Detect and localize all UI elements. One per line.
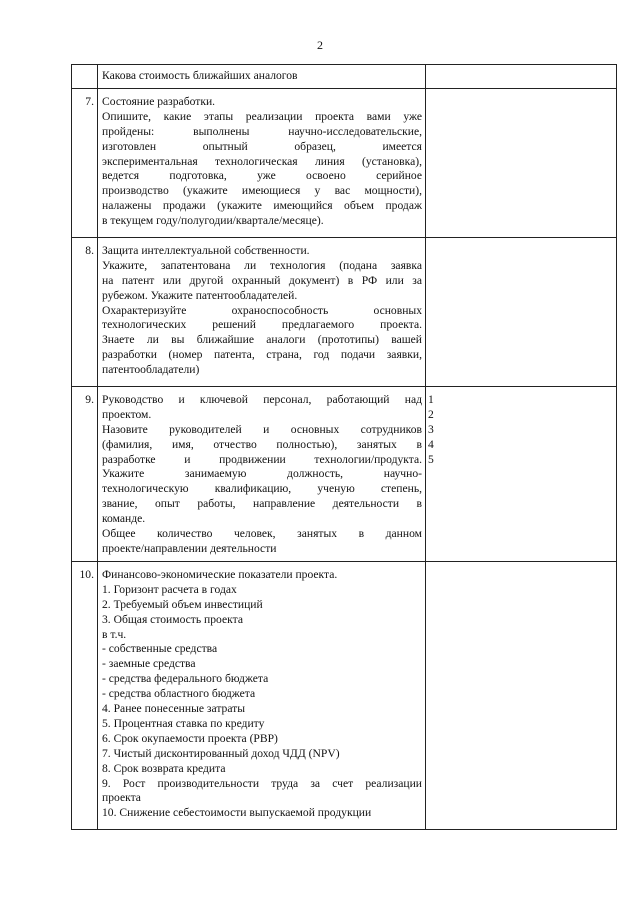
question-cell [98,237,426,386]
question-line: - средства федерального бюджета [102,672,269,686]
question-line: разработке и продвижении технологии/продукта. [102,452,422,466]
question-line: 7. Чистый дисконтированный доход ЧДД (NPV) [102,746,340,760]
answer-cell[interactable] [426,237,617,386]
question-line: - заемные средства [102,657,196,671]
question-line: 1. Горизонт расчета в годах [102,582,237,596]
page-number: 2 [317,38,323,52]
question-line: - собственные средства [102,642,218,656]
table-row [72,386,617,561]
question-line: 9. Рост производительности труда за счет реализации [102,776,422,790]
question-line: Состояние разработки. [102,94,216,108]
question-line: Руководство и ключевой персонал, работающий над [102,392,422,406]
row-number [72,65,98,89]
question-line: Общее количество человек, занятых в данном [102,527,422,541]
question-line: изготовлен опытный образец, имеется [102,139,422,153]
table-row [72,88,617,237]
table-row [72,65,617,89]
question-line: производство (укажите имеющиеся у вас мощности), [102,184,422,198]
row-number: 8. [72,237,98,386]
question-cell [98,386,426,561]
question-line: разработки (номер патента, страна, год подачи заявки, [102,348,422,362]
question-line: пройдены: выполнены научно-исследовательские, [102,124,422,138]
question-line: 5. Процентная ставка по кредиту [102,716,265,730]
question-line: на патент или другой охранный документ) в РФ или за [102,273,422,287]
question-cell [98,88,426,237]
question-line: в т.ч. [102,627,127,641]
answer-list-item: 2 [428,407,434,421]
question-cell [98,561,426,829]
question-line: экспериментальная технологическая линия (установка), [102,154,422,168]
question-line: 10. Снижение себестоимости выпускаемой продукции [102,806,372,820]
question-cell [98,65,426,89]
answer-list-item: 1 [428,392,434,406]
question-line: проекта [102,791,141,805]
answer-cell[interactable] [426,65,617,89]
question-line: команде. [102,512,146,526]
question-line: рубежом. Укажите патентообладателей. [102,288,298,302]
questionnaire-table [71,64,617,830]
table-row [72,561,617,829]
answer-list-item: 5 [428,452,434,466]
answer-list-item: 4 [428,437,434,451]
question-line: 6. Срок окупаемости проекта (PBP) [102,731,278,745]
question-line: 8. Срок возврата кредита [102,761,226,775]
question-line: 2. Требуемый объем инвестиций [102,597,263,611]
question-line: 3. Общая стоимость проекта [102,612,243,626]
question-line: Укажите занимаемую должность, научно- [102,467,422,481]
question-line: Знаете ли вы ближайшие аналоги (прототипы) вашей [102,333,422,347]
question-line: Защита интеллектуальной собственности. [102,243,310,257]
question-line: Укажите, запатентована ли технология (подана заявка [102,258,422,272]
row-number: 9. [72,386,98,561]
question-line: Финансово-экономические показатели проекта. [102,567,338,581]
question-line: Какова стоимость ближайших аналогов [102,69,298,82]
question-line: Опишите, какие этапы реализации проекта вами уже [102,109,422,123]
question-line: 4. Ранее понесенные затраты [102,702,246,716]
question-line: (фамилия, имя, отчество полностью), занятых в [102,437,422,451]
question-line: звание, опыт работы, направление деятельности в [102,497,422,511]
question-line: проектом. [102,407,152,421]
question-line: патентообладатели) [102,363,200,377]
question-line: Охарактеризуйте охраноспособность основных [102,303,422,317]
answer-list-item: 3 [428,422,434,436]
answer-cell[interactable] [426,88,617,237]
answer-cell[interactable] [426,386,617,561]
row-number: 7. [72,88,98,237]
question-line: технологических решений предлагаемого проекта. [102,318,422,332]
question-line: налажены продажи (укажите имеющийся объем продаж [102,199,422,213]
row-number: 10. [72,561,98,829]
answer-cell[interactable] [426,561,617,829]
answer-numbered-list [428,393,434,468]
question-line: - средства областного бюджета [102,687,256,701]
question-line: Назовите руководителей и основных сотрудников [102,422,422,436]
question-line: технологическую квалификацию, ученую степень, [102,482,422,496]
question-line: в текущем году/полугодии/квартале/месяце). [102,214,324,228]
table-row [72,237,617,386]
question-line: ведется подготовка, уже освоено серийное [102,169,422,183]
question-line: проекте/направлении деятельности [102,541,277,555]
